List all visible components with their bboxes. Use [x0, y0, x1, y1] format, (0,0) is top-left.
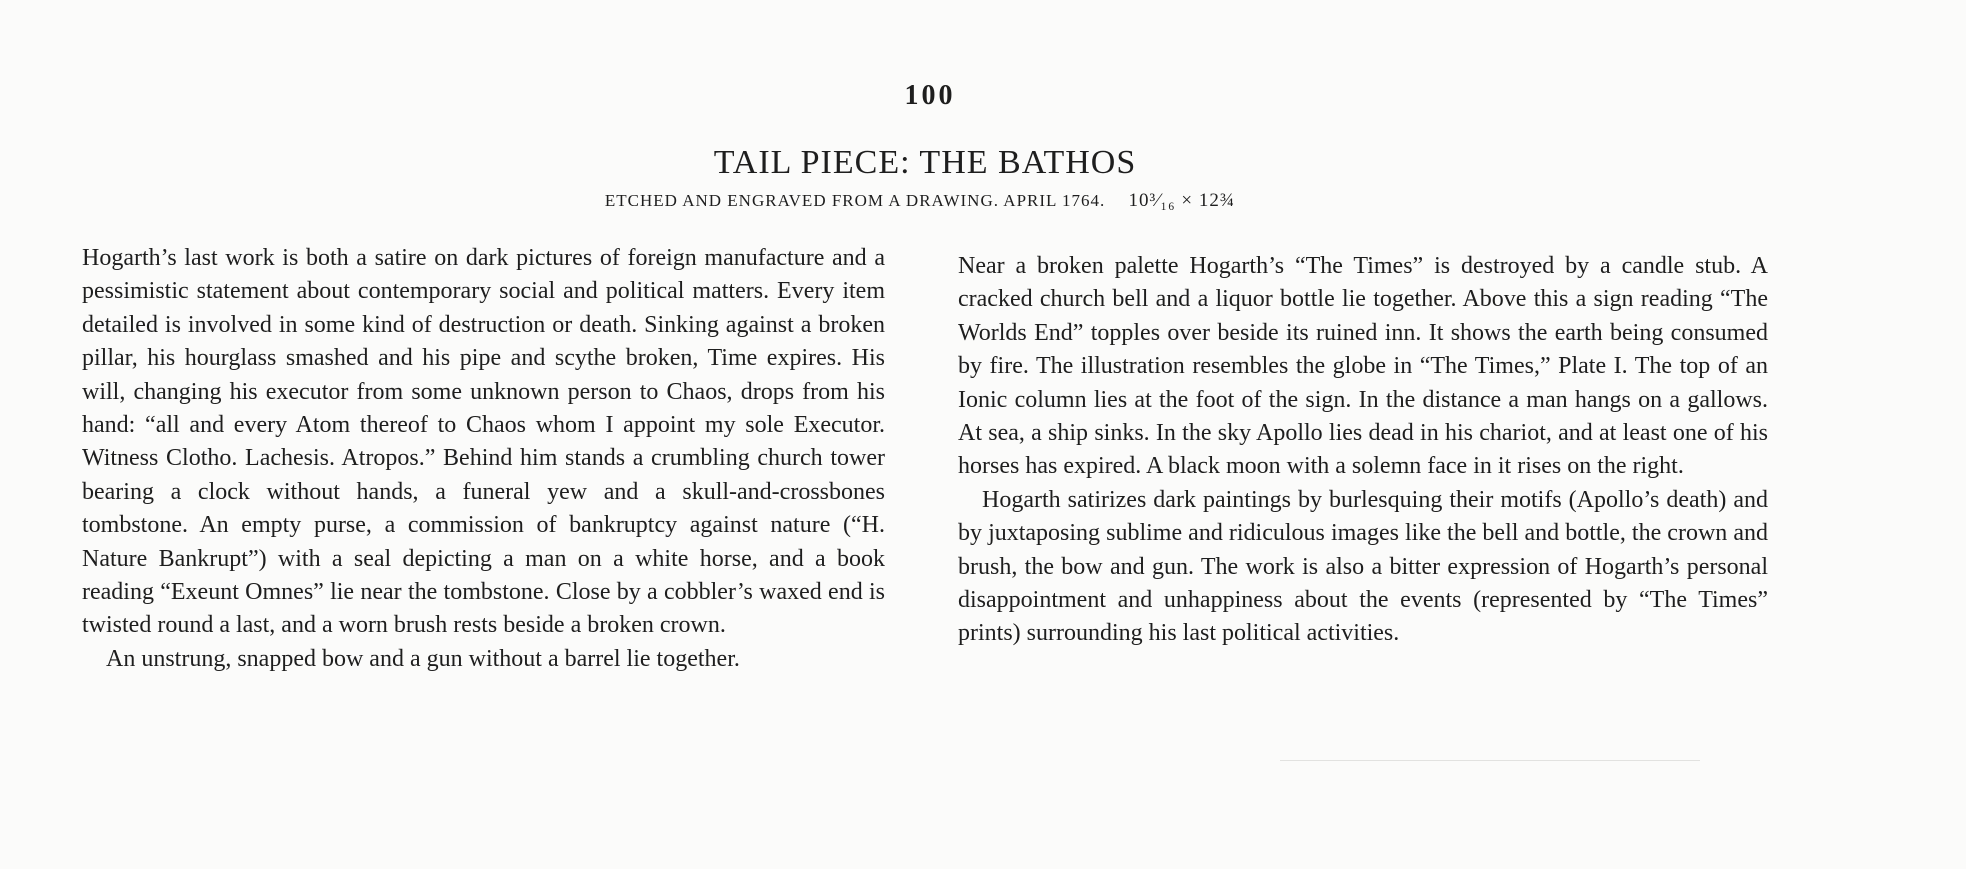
plate-subtitle	[0, 190, 1840, 212]
page-number: 100	[904, 80, 956, 111]
plate-dimensions: 10³⁄₁₆ × 12¾	[1128, 190, 1236, 211]
plate-description: ETCHED AND ENGRAVED FROM A DRAWING. APRIL 1764.	[604, 191, 1106, 210]
plate-title: TAIL PIECE: THE BATHOS	[713, 144, 1137, 181]
left-text-column	[82, 242, 885, 676]
page-fold-line	[1280, 760, 1700, 761]
right-paragraph-1: Near a broken palette Hogarth’s “The Times” is destroyed by a candle stub. A cracked church bell and a liquor bottle lie together. Above this a sign reading “The Worlds End” topples over beside its ruined inn. It shows the earth being consumed by fire. The illustration resembles the globe in “The Times,” Plate I. The top of an Ionic column lies at the foot of the sign. In the distance a man hangs on a gallows. At sea, a ship sinks. In the sky Apollo lies dead in his chariot, and at least one of his horses has expired. A black moon with a solemn face in it rises on the right.	[958, 253, 1768, 480]
left-paragraph-2: An unstrung, snapped bow and a gun without a barrel lie together.	[106, 645, 740, 672]
right-paragraph-2: Hogarth satirizes dark paintings by burlesquing their motifs (Apollo’s death) and by juxtaposing sublime and ridiculous images like the bell and bottle, the crown and brush, the bow and gun. The work is also a bitter expression of Hogarth’s personal disappointment and unhappiness about the events (represented by “The Times” prints) surrounding his last political activities.	[958, 486, 1768, 647]
right-text-column	[958, 250, 1768, 651]
left-paragraph-1: Hogarth’s last work is both a satire on dark pictures of foreign manufacture and a pessimistic statement about contemporary social and political matters. Every item detailed is involved in some kind of destruction or death. Sinking against a broken pillar, his hourglass smashed and his pipe and scythe broken, Time expires. His will, changing his executor from some unknown person to Chaos, drops from his hand: “all and every Atom thereof to Chaos whom I appoint my sole Executor. Witness Clotho. Lachesis. Atropos.” Behind him stands a crumbling church tower bearing a clock without hands, a funeral yew and a skull-and-crossbones tombstone. An empty purse, a commission of bankruptcy against nature (“H. Nature Bankrupt”) with a seal depicting a man on a white horse, and a book reading “Exeunt Omnes” lie near the tombstone. Close by a cobbler’s waxed end is twisted round a last, and a worn brush rests beside a broken crown.	[82, 245, 885, 639]
